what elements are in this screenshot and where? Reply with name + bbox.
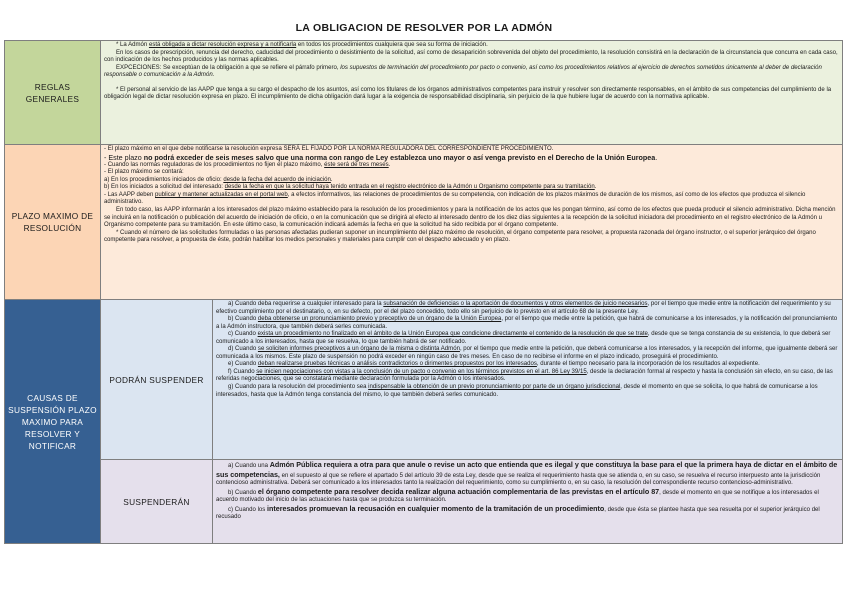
reglas-p4: * El personal al servicio de las AAPP que tenga a su cargo el despacho de los asuntos, así como los titulares de los órganos administrativos competentes para instruir y resolver son directamente responsables, en el ámbito de sus competencias del cumplimiento de la obligación legal de dictar resolución expresa en plazo. El incumplimiento de dicha obligación dará lugar a la exigencia de responsabilidad disciplinaria, sin perjuicio de la que hubiere lugar de acuerdo con la normativa aplicable. [104, 86, 832, 101]
podran-item-a: a) Cuando deba requerirse a cualquier interesado para la subsanación de deficiencias o la aportación de documentos y otros elementos de juicio necesarios, por el tiempo que medie entre la notificación del requerimiento y su efectivo cumplimiento por el destinatario, o, en su defecto, por el del plazo concedido, todo ello sin perjuicio de lo previsto en el artículo 68 de la presente Ley. [216, 301, 831, 315]
podran-item-d: d) Cuando se soliciten informes preceptivos a un órgano de la misma o distinta Admón, por el tiempo que medie entre la petición, que deberá comunicarse a los interesados, y la recepción del informe, que igualmente deberá ser comunicada a los mismos. Este plazo de suspensión no podrá exceder en ningún caso de tres meses. En caso de no recibirse el informe en el plazo indicado, proseguirá el procedimiento. [216, 346, 838, 360]
row-podran-suspender [5, 300, 843, 460]
plazo-line-9: * Cuando el número de las solicitudes formuladas o las personas afectadas pudieran suponer un incumplimiento del plazo máximo de resolución, el órgano competente para resolver, a propuesta razonada del órgano instructor, o el superior jerárquico del órgano competente para resolver, a propuesta de éste, podrán habilitar los medios personales y materiales para cumplir con el despacho adecuado y en plazo. [104, 229, 816, 244]
plazo-line-6: b) En los iniciados a solicitud del interesado: desde la fecha en que la solicitud haya tenido entrada en el registro electrónico de la Admón u Organismo competente para su tramitación. [104, 184, 597, 191]
summary-table [4, 40, 843, 544]
row-plazo-maximo [5, 145, 843, 300]
suspenderan-content [213, 460, 843, 544]
suspenderan-item-b: b) Cuando el órgano competente para resolver decida realizar alguna actuación complementaria de las previstas en el artículo 87, desde el momento en que se notifique a los interesados el acuerdo motivado del inicio de las actuaciones hasta que se produzca su terminación. [216, 487, 819, 504]
podran-suspender-content [213, 300, 843, 460]
reglas-generales-content [101, 41, 843, 145]
reglas-p2: En los casos de prescripción, renuncia del derecho, caducidad del procedimiento o desistimiento de la solicitud, así como de desaparición sobrevenida del objeto del procedimiento, la resolución consistirá en la declaración de la circunstancia que concurra en cada caso, con indicación de los hechos producidos y las normas aplicables. [104, 49, 838, 64]
podran-suspender-label: PODRÁN SUSPENDER [101, 300, 213, 460]
reglas-generales-label: REGLAS GENERALES [5, 41, 101, 145]
plazo-line-8: En todo caso, las AAPP informarán a los interesados del plazo máximo establecido para la resolución de los procedimientos y para la notificación de los actos que les pongan término, así como de los efectos que pueda producir el silencio administrativo. Dicha mención se incluirá en la notificación o publicación del acuerdo de iniciación de oficio, o en la comunicación que se dirigirá al efecto al interesado dentro de los diez días siguientes a la recepción de la solicitud iniciadora del procedimiento en el registro electrónico de la Admón u Organismo competente para su tramitación. En este último caso, la comunicación indicará además la fecha en que la solicitud ha sido recibida por el órgano competente. [104, 207, 836, 229]
plazo-line-5: a) En los procedimientos iniciados de oficio: desde la fecha del acuerdo de iniciación. [104, 176, 333, 183]
plazo-line-3: - Cuando las normas reguladoras de los procedimientos no fijen el plazo máximo, éste será de tres meses. [104, 161, 391, 168]
podran-item-f: f) Cuando se inicien negociaciones con vistas a la conclusión de un pacto o convenio en los términos previstos en el art. 86 Ley 39/15, desde la declaración formal al respecto y hasta la conclusión sin efecto, en su caso, de las referidas negociaciones, que se constatará mediante declaración formulada por la Admón o los interesados. [216, 368, 833, 383]
reglas-p1: * La Admón está obligada a dictar resolución expresa y a notificarla en todos los procedimientos cualquiera que sea su forma de iniciación. [116, 42, 488, 48]
causas-suspension-label: CAUSAS DE SUSPENSIÓN PLAZO MAXIMO PARA RESOLVER Y NOTIFICAR [5, 300, 101, 544]
plazo-line-4: - El plazo máximo se contará: [104, 169, 184, 176]
plazo-maximo-content [101, 145, 843, 300]
podran-item-g: g) Cuando para la resolución del procedimiento sea indispensable la obtención de un previo pronunciamiento por parte de un órgano jurisdiccional, desde el momento en que se solicita, lo que habrá de comunicarse a los interesados, hasta que la Admón tenga constancia del mismo, lo que también deberá serles comunicado. [216, 384, 818, 398]
podran-item-c: c) Cuando exista un procedimiento no finalizado en el ámbito de la Unión Europea que condicione directamente el contenido de la resolución de que se trate, desde que se tenga constancia de su existencia, lo que deberá ser comunicado a los interesados, hasta que se resuelva, lo que también habrá de ser notificado. [216, 331, 831, 345]
row-reglas-generales [5, 41, 843, 145]
reglas-p3: EXPCECIONES: Se exceptúan de la obligación a que se refiere el párrafo primero, los supuestos de terminación del procedimiento por pacto o convenio, así como los procedimientos relativos al ejercicio de derechos sometidos únicamente al deber de declaración responsable o comunicación a la Admón. [104, 64, 822, 79]
page-title: LA OBLIGACION DE RESOLVER POR LA ADMÓN [295, 22, 553, 34]
suspenderan-label: SUSPENDERÁN [101, 460, 213, 544]
plazo-maximo-label: PLAZO MAXIMO DE RESOLUCIÓN [5, 145, 101, 300]
suspenderan-item-a: a) Cuando una Admón Pública requiera a otra para que anule o revise un acto que entienda que es ilegal y que constituya la base para el que la primera haya de dictar en el ámbito de sus competencias, en el supuesto al que se refiere el apartado 5 del artículo 39 de esta Ley, desde que se realiza el requerimiento hasta que se atienda o, en su caso, se resuelva el recurso interpuesto ante la jurisdicción contencioso administrativa. Deberá ser comunicado a los interesados tanto la realización del requerimiento, como su cumplimiento o, en su caso, la resolución del correspondiente recurso contencioso-administrativo. [216, 461, 838, 487]
plazo-line-7: - Las AAPP deben publicar y mantener actualizadas en el portal web, a efectos informativos, las relaciones de procedimientos de su competencia, con indicación de los plazos máximos de duración de los mismos, así como de los efectos que produzca el silencio administrativo. [104, 191, 806, 206]
plazo-line-1: - El plazo máximo en el que debe notificarse la resolución expresa SERÁ EL FIJADO POR LA NORMA REGULADORA DEL CORRESPONDIENTE PROCEDIMIENTO. [104, 146, 554, 152]
podran-item-b: b) Cuando deba obtenerse un pronunciamiento previo y preceptivo de un órgano de la Unión Europea, por el tiempo que medie entre la petición, que habrá de comunicarse a los interesados, y la notificación del pronunciamiento a la Admón instructora, que también deberá serles comunicada. [216, 316, 838, 330]
podran-item-e: e) Cuando deban realizarse pruebas técnicas o análisis contradictorios o dirimentes propuestos por los interesados, durante el tiempo necesario para la incorporación de los resultados al expediente. [228, 361, 760, 368]
row-suspenderan [5, 460, 843, 544]
plazo-line-2: - Este plazo no podrá exceder de seis meses salvo que una norma con rango de Ley establezca uno mayor o así venga previsto en el Derecho de la Unión Europea. [104, 153, 658, 162]
suspenderan-item-c: c) Cuando los interesados promuevan la recusación en cualquier momento de la tramitación de un procedimiento, desde que ésta se plantee hasta que sea resuelta por el superior jerárquico del recusado [216, 504, 820, 521]
